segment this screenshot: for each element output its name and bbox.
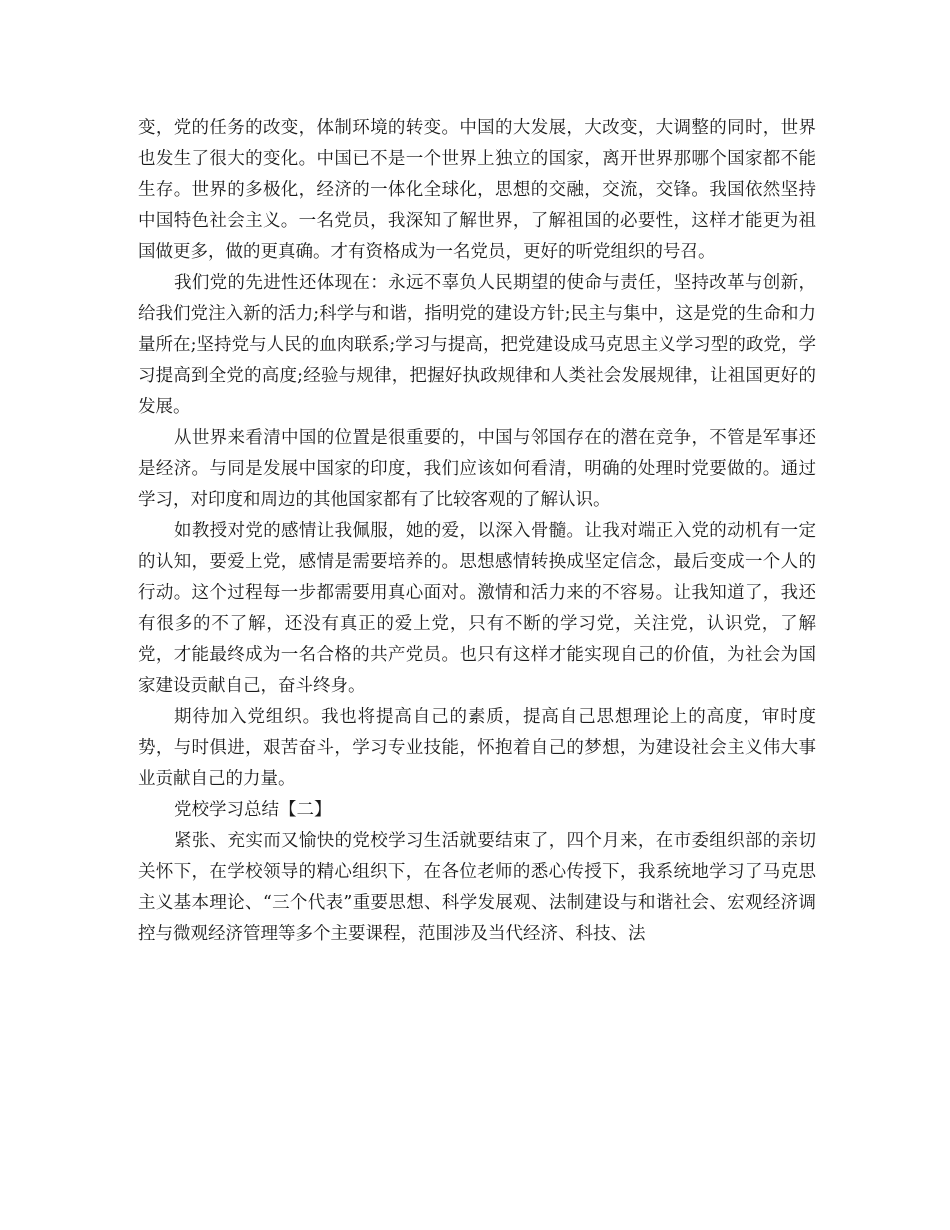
paragraph-4: 如教授对党的感情让我佩服，她的爱，以深入骨髓。让我对端正入党的动机有一定的认知，要爱上党，感情是需要培养的。思想感情转换成坚定信念，最后变成一个人的行动。这个过程每一步都需要用真心面对。激情和活力来的不容易。让我知道了，我还有很多的不了解，还没有真正的爱上党，只有不断的学习党，关注党，认识党，了解党，才能最终成为一名合格的共产党员。也只有这样才能实现自己的价值，为社会为国家建设贡献自己，奋斗终身。	[138, 521, 816, 696]
paragraph-3: 从世界来看清中国的位置是很重要的，中国与邻国存在的潜在竞争，不管是军事还是经济。与同是发展中国家的印度，我们应该如何看清，明确的处理时党要做的。通过学习，对印度和周边的其他国家都有了比较客观的了解认识。	[138, 428, 816, 510]
paragraph-5: 期待加入党组织。我也将提高自己的素质，提高自己思想理论上的高度，审时度势，与时俱进，艰苦奋斗，学习专业技能，怀抱着自己的梦想，为建设社会主义伟大事业贡献自己的力量。	[138, 707, 816, 789]
paragraph-2: 我们党的先进性还体现在：永远不辜负人民期望的使命与责任，坚持改革与创新，给我们党注入新的活力;科学与和谐，指明党的建设方针;民主与集中，这是党的生命和力量所在;坚持党与人民的血肉联系;学习与提高，把党建设成马克思主义学习型的政党，学习提高到全党的高度;经验与规律，把握好执政规律和人类社会发展规律，让祖国更好的发展。	[138, 273, 816, 417]
paragraph-1: 变，党的任务的改变，体制环境的转变。中国的大发展，大改变，大调整的同时，世界也发生了很大的变化。中国已不是一个世界上独立的国家，离开世界那哪个国家都不能生存。世界的多极化，经济的一体化全球化，思想的交融，交流，交锋。我国依然坚持中国特色社会主义。一名党员，我深知了解世界，了解祖国的必要性，这样才能更为祖国做更多，做的更真确。才有资格成为一名党员，更好的听党组织的号召。	[138, 118, 816, 262]
paragraph-7: 紧张、充实而又愉快的党校学习生活就要结束了，四个月来，在市委组织部的亲切关怀下，在学校领导的精心组织下，在各位老师的悉心传授下，我系统地学习了马克思主义基本理论、“三个代表”重要思想、科学发展观、法制建设与和谐社会、宏观经济调控与微观经济管理等多个主要课程，范围涉及当代经济、科技、法	[138, 831, 816, 944]
section-heading: 党校学习总结【二】	[174, 800, 332, 820]
